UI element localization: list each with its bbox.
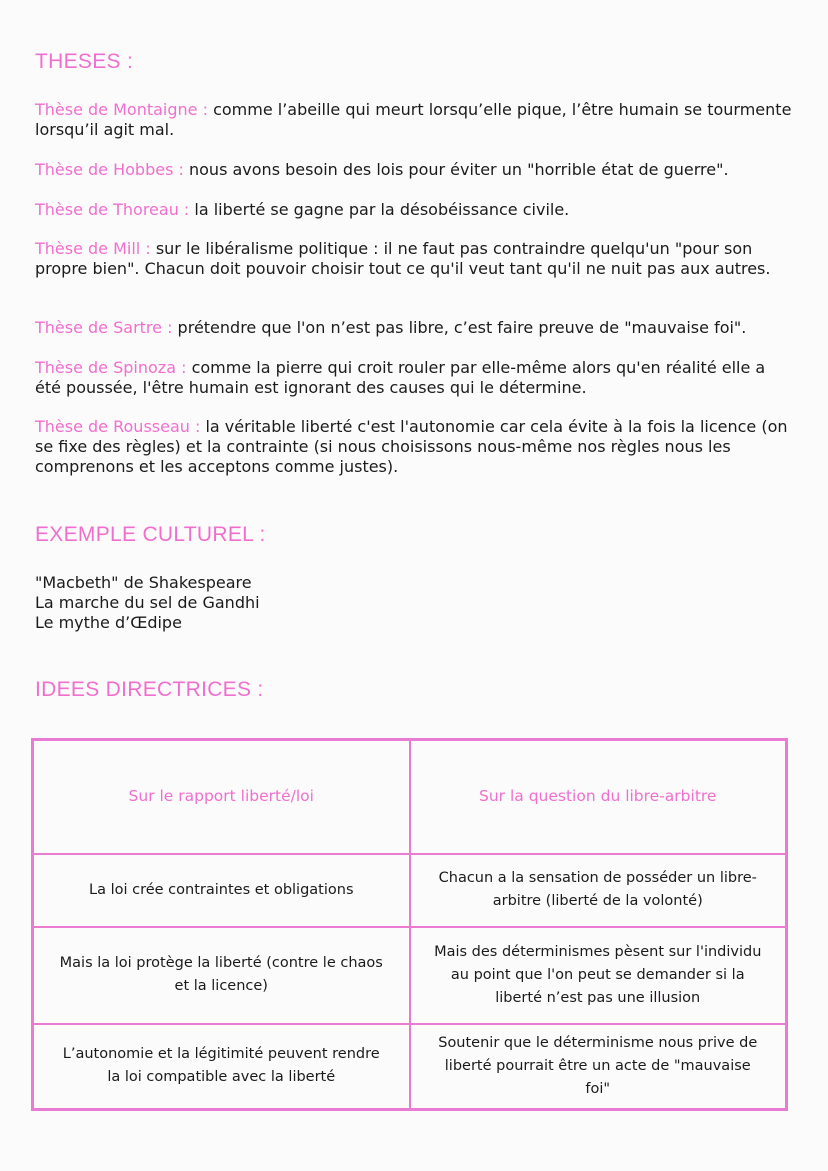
exemple-item: La marche du sel de Gandhi (35, 593, 260, 612)
these-label: Thèse de Rousseau : (35, 417, 201, 436)
idees-table (31, 738, 788, 1111)
these-label: Thèse de Sartre : (35, 318, 173, 337)
table-cell: La loi crée contraintes et obligations (33, 854, 410, 927)
these-label: Thèse de Montaigne : (35, 100, 208, 119)
these-montaigne (35, 100, 795, 140)
these-text: la liberté se gagne par la désobéissance civile. (189, 200, 570, 219)
exemple-item: Le mythe d’Œdipe (35, 613, 182, 632)
exemple-list (35, 573, 260, 633)
exemple-item: "Macbeth" de Shakespeare (35, 573, 252, 592)
these-text: nous avons besoin des lois pour éviter un "horrible état de guerre". (183, 160, 729, 179)
table-row (33, 1024, 787, 1110)
these-label: Thèse de Hobbes : (35, 160, 184, 179)
idees-heading: IDEES DIRECTRICES : (35, 678, 264, 701)
table-cell: Soutenir que le déterminisme nous prive de liberté pourrait être un acte de "mauvaise foi" (410, 1024, 787, 1110)
these-label: Thèse de Spinoza : (35, 358, 187, 377)
table-cell: L’autonomie et la légitimité peuvent rendre la loi compatible avec la liberté (33, 1024, 410, 1110)
these-label: Thèse de Thoreau : (35, 200, 190, 219)
table-cell: Chacun a la sensation de posséder un libre-arbitre (liberté de la volonté) (410, 854, 787, 927)
table-header-row (33, 740, 787, 854)
table-row (33, 854, 787, 927)
these-text: comme la pierre qui croit rouler par elle-même alors qu'en réalité elle a été poussée, l'être humain est ignorant des causes qui le détermine. (35, 358, 766, 397)
these-thoreau (35, 200, 795, 220)
table-cell: Mais des déterminismes pèsent sur l'individu au point que l'on peut se demander si la liberté n’est pas une illusion (410, 927, 787, 1024)
these-rousseau (35, 417, 795, 477)
these-text: sur le libéralisme politique : il ne faut pas contraindre quelqu'un "pour son propre bien". Chacun doit pouvoir choisir tout ce qu'il veut tant qu'il ne nuit pas aux autres. (35, 239, 771, 278)
these-text: prétendre que l'on n’est pas libre, c’est faire preuve de "mauvaise foi". (172, 318, 747, 337)
these-sartre (35, 318, 795, 338)
theses-heading: THESES : (35, 50, 134, 73)
column-header: Sur le rapport liberté/loi (33, 740, 410, 854)
these-hobbes (35, 160, 795, 180)
these-text: comme l’abeille qui meurt lorsqu’elle pique, l’être humain se tourmente lorsqu’il agit mal. (35, 100, 792, 139)
these-text: la véritable liberté c'est l'autonomie car cela évite à la fois la licence (on se fixe des règles) et la contrainte (si nous choisissons nous-même nos règles nous les comprenons et les acceptons comme justes). (35, 417, 788, 476)
these-mill (35, 239, 795, 279)
column-header: Sur la question du libre-arbitre (410, 740, 787, 854)
these-spinoza (35, 358, 795, 398)
table-row (33, 927, 787, 1024)
these-label: Thèse de Mill : (35, 239, 151, 258)
table-cell: Mais la loi protège la liberté (contre le chaos et la licence) (33, 927, 410, 1024)
exemple-heading: EXEMPLE CULTUREL : (35, 523, 266, 546)
